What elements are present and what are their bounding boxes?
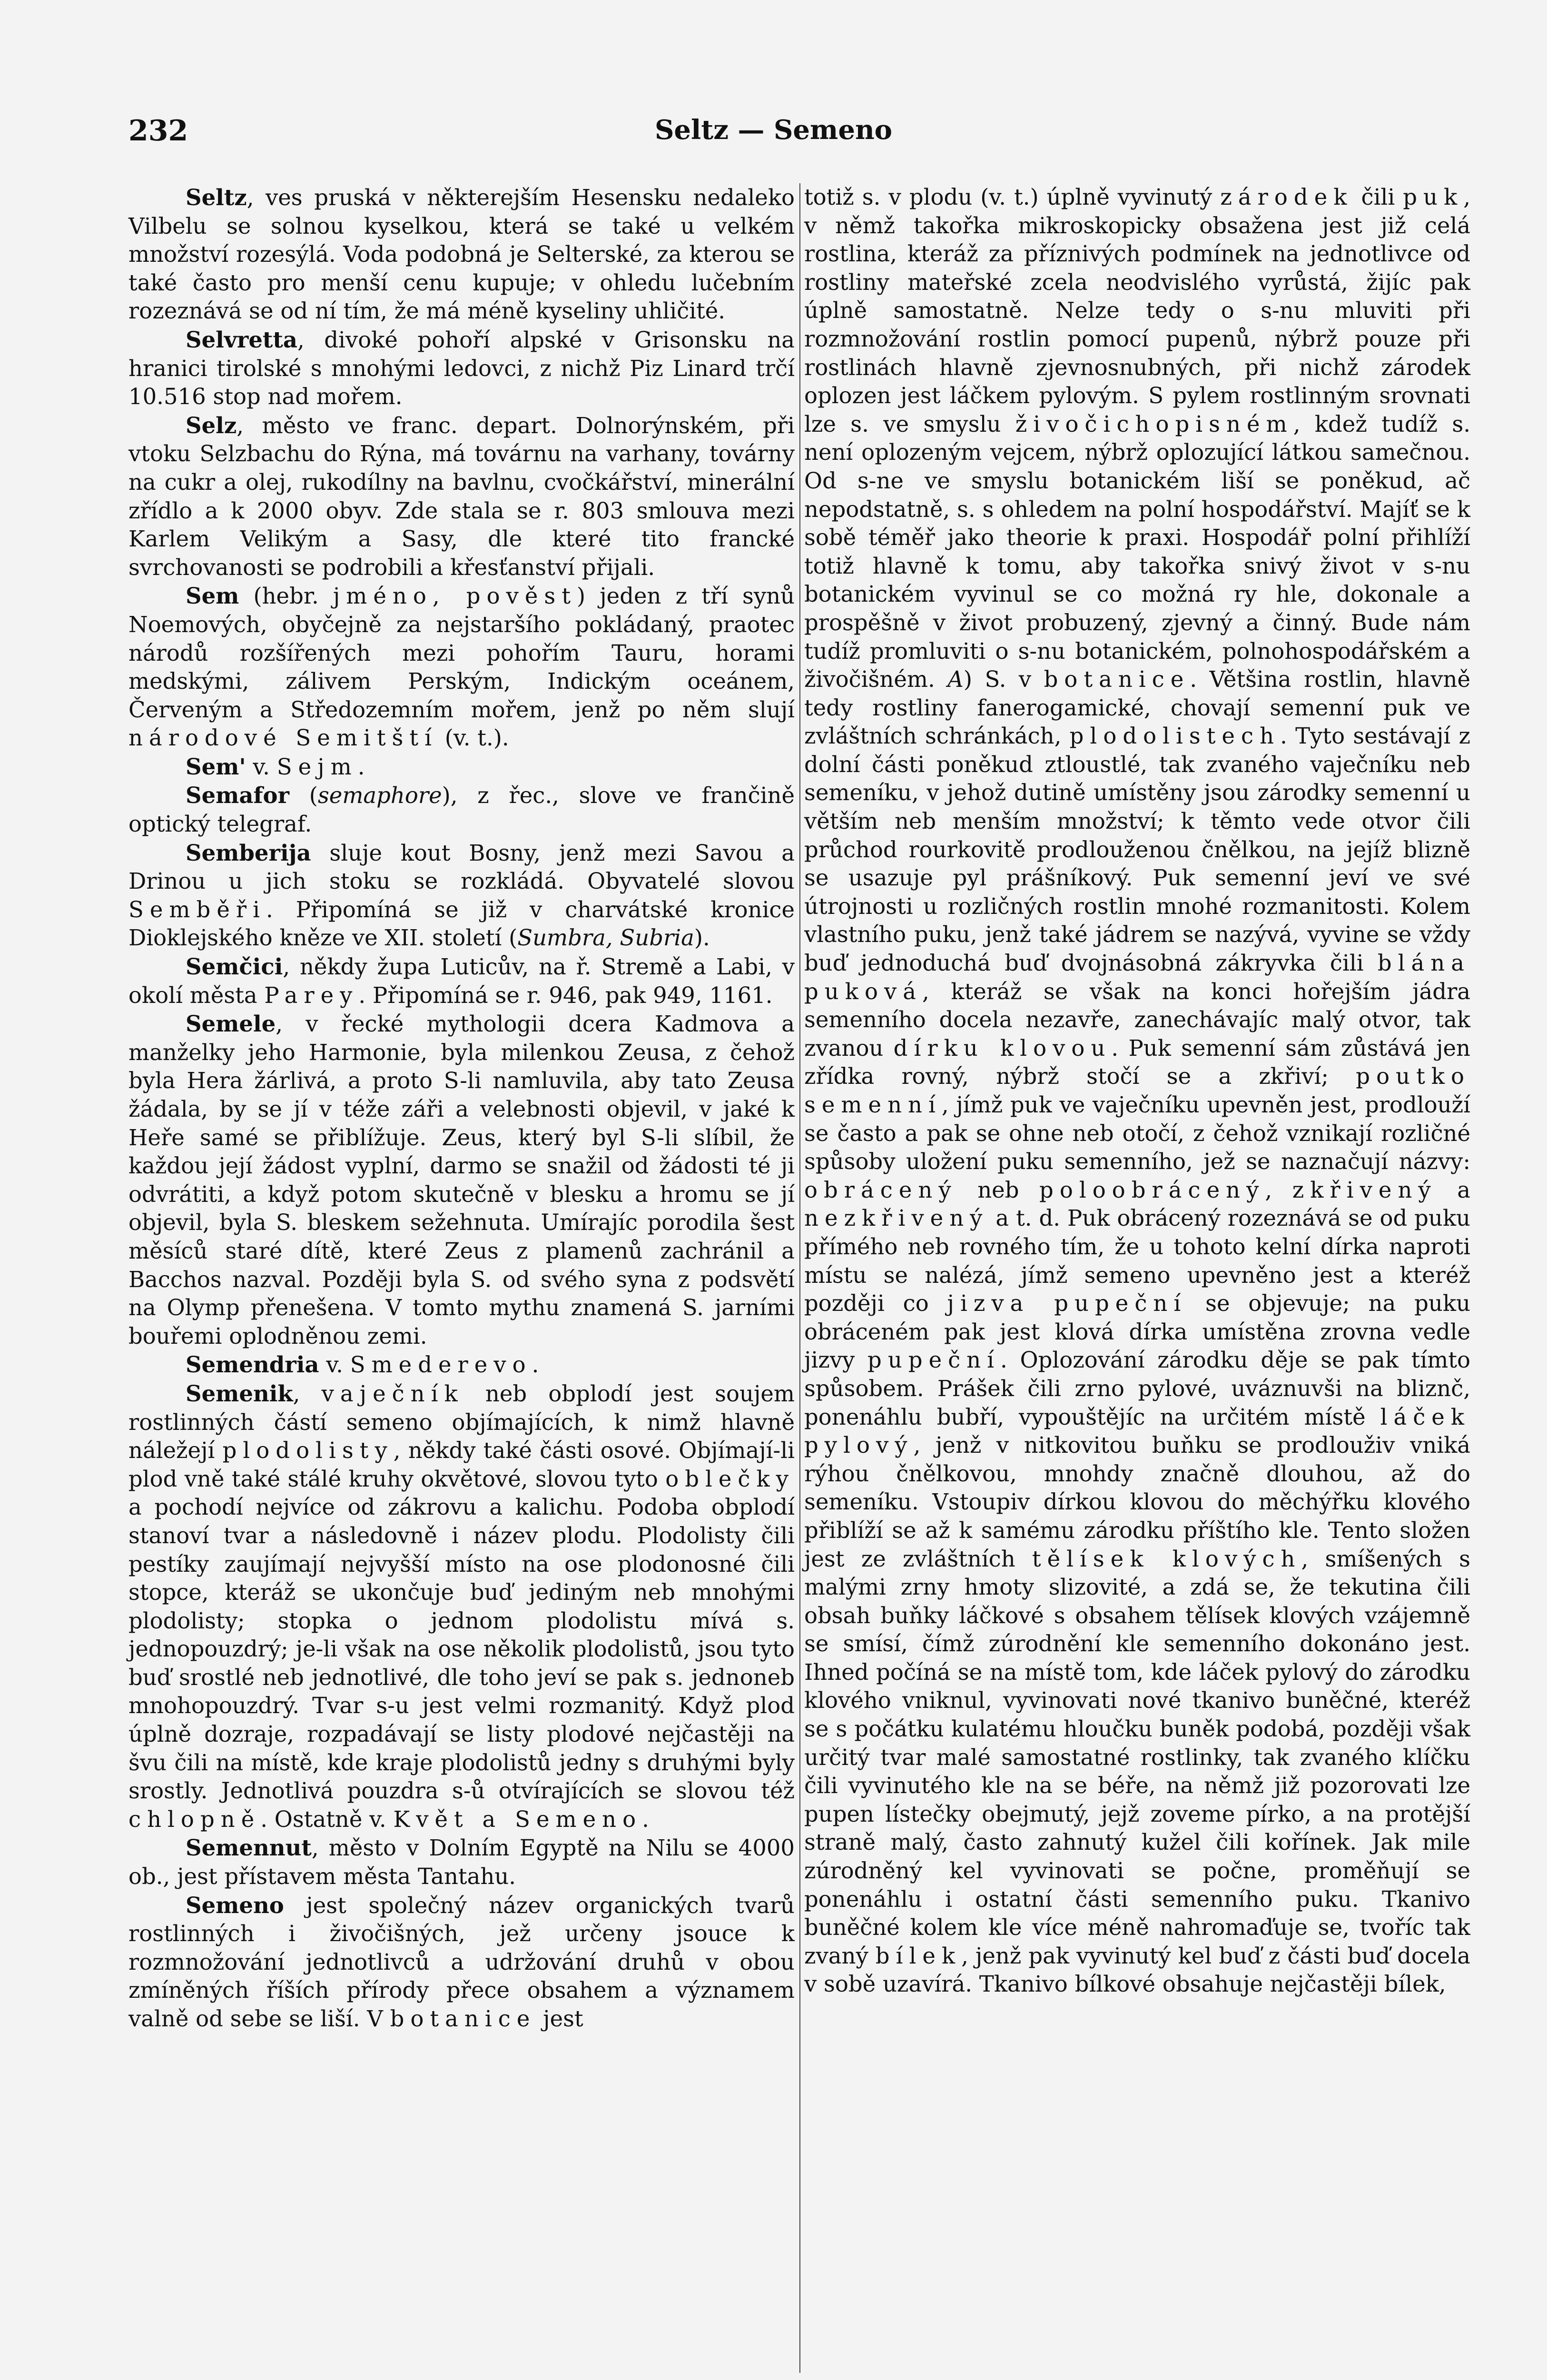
cross-reference: Smederevo xyxy=(350,1352,532,1378)
spaced-text: zkřivený xyxy=(1292,1177,1437,1203)
spaced-text: bílek xyxy=(875,1943,962,1969)
headword: Sem' xyxy=(186,753,246,780)
entry-text: . xyxy=(357,754,365,780)
entry-text: , jenž v nitkovitou buňku se prodlouživ vniká rýhou čnělkovou, mnohdy značně dlouhou, až do semeníku. Vstoupiv dírkou klovou do měchýřku klového přiblíží se až k samému zárodku příštího kle. Tento složen jest ze zvláštních xyxy=(804,1432,1470,1572)
entry-text: neb obplodí jest soujem rostlinných částí semeno objímajících, k nimž hlavně náležejí xyxy=(128,1380,795,1464)
italic-text: Sumbra, Subria xyxy=(517,925,694,951)
entry-semcici xyxy=(128,952,795,1010)
entry-text: a pochodí nejvíce od zákrovu a kalichu. Podoba obplodí stanoví tvar a následovně i název plodu. Plodolisty čili pestíky zaujímají nejvyšší místo na ose plodonosné čili stopce, kteráž se ukončuje buď jediným neb mnohými plodolisty; stopka o jednom plodolistu mívá s. jednopouzdrý; je-li však na ose několik plodolistů, jsou tyto buď srostlé neb jednotlivé, dle toho jeví se pak s. jednoneb mnohopouzdrý. Tvar s-u jest velmi rozmanitý. Když plod úplně dozraje, rozpadávají se listy plodové nejčastěji na švu čili na místě, kde kraje plodolistů jedny s druhými byly srostly. Jednotlivá pouzdra s-ů otvírajících se slovou též xyxy=(128,1494,795,1804)
italic-text: A xyxy=(947,666,964,693)
entry-text: , někdy také části osové. Objímají-li plod vně také stálé kruhy okvětové, slovou tyto xyxy=(128,1438,795,1492)
italic-text: semaphore xyxy=(317,783,442,809)
entry-semberija xyxy=(128,839,795,952)
entry-text: , v řecké mythologii dcera Kadmova a manželky jeho Harmonie, byla milenkou Zeusa, z čehož byla Hera žárlivá, a proto S-li namluvila, aby tato Zeusa žádala, by se jí v téže záři a velebnosti objevil, v jaké k Heře samé se přiblížuje. Zeus, který byl S-li slíbil, že každou její žádost vyplní, darmo se snažil od žádosti té ji odvrátiti, a když potom skutečně v blesku a hromu se jí objevil, byla S. bleskem sežehnuta. Umírajíc porodila šest měsíců staré dítě, které Zeus z plamenů zachránil a Bacchos nazval. Později byla S. od svého syna z podsvětí na Olymp přenešena. V tomto mythu znamená S. jarními bouřemi oplodněnou zemi. xyxy=(128,1011,795,1349)
spaced-text: plodolisty xyxy=(222,1438,394,1464)
entry-semenik xyxy=(128,1379,795,1834)
headword: Selz xyxy=(186,412,237,438)
entry-text: . xyxy=(642,1806,649,1832)
spaced-text: národové Semitští xyxy=(128,725,438,751)
entry-text: , ves pruská v některejším Hesensku nedaleko Vilbelu se solnou kyselkou, která se také u velkém množství rozesýlá. Voda podobná je Selterské, za kterou se také často pro menší cenu kupuje; v ohledu lučebním rozeznává se od ní tím, že má méně kyseliny uhličité. xyxy=(128,185,795,324)
spaced-text: živočichopisném xyxy=(1015,411,1293,437)
entry-text: ) S. v xyxy=(963,666,1044,693)
entry-text: ( xyxy=(289,783,318,809)
spaced-text: plodolistech xyxy=(1069,723,1281,749)
headword: Selvretta xyxy=(186,326,298,353)
entry-text: , město ve franc. depart. Dolnorýnském, při vtoku Selzbachu do Rýna, má továrnu na varhany, továrny na cukr a olej, rukodílny na bavlnu, cvočkářství, minerální zřídlo a k 2000 obyv. Zde stala se r. 803 smlouva mezi Karlem Velikým a Sasy, dle které tito francké svrchovanosti se podrobili a křesťanství přijali. xyxy=(128,412,795,580)
entry-selvretta xyxy=(128,326,795,411)
entry-text: jest společný název organických tvarů rostlinných i živočišných, jež určeny jsouce k rozmnožování jednotlivců a udržování druhů v obou zmíněných říších přírody přece obsahem a významem valně od sebe se liší. V xyxy=(128,1892,795,2032)
entry-text: a xyxy=(1437,1177,1471,1203)
running-title: Seltz — Semeno xyxy=(654,114,893,146)
headword: Semafor xyxy=(186,782,290,809)
entry-semeno-continued xyxy=(804,183,1470,1999)
spaced-text: láček pylový xyxy=(804,1404,1470,1458)
headword: Sem xyxy=(186,583,239,609)
spaced-text: jméno, pověst xyxy=(333,583,577,609)
spaced-text: Semběři xyxy=(128,896,266,922)
spaced-text: nezkřivený xyxy=(804,1205,989,1231)
entry-text: , xyxy=(1265,1177,1292,1203)
entry-text: (v. t.). xyxy=(438,725,509,751)
left-column xyxy=(128,183,795,2033)
entry-semeno xyxy=(128,1891,795,2033)
spaced-text: poutko semenní xyxy=(804,1063,1470,1118)
entry-text: . Tyto sestávají z dolní části poněkud ztloustlé, tak zvaného vaječníku neb semeníku, v jehož dutině umístěny jsou zárodky semenní u větším neb menším množství; k těmto vede otvor čili průchod rourkovitě prodlouženou čnělkou, na jejíž blizně se usazuje pyl prášníkový. Puk semenní jeví ve své útrojnosti u rozličných rostlin mnohé rozmanitosti. Kolem vlastního puku, jenž také jádrem se nazývá, vyvine se vždy buď jednoduchá buď dvojnásobná zákryvka čili xyxy=(804,723,1470,976)
entry-text: v. xyxy=(319,1352,350,1378)
headword: Semberija xyxy=(186,839,311,866)
entry-sem xyxy=(128,582,795,753)
entry-text: . Ostatně v. xyxy=(260,1806,394,1832)
entry-text: , kdež tudíž s. není oplozeným vejcem, nýbrž oplozující látkou samečnou. Od s-ne ve smyslu botanickém liší se poněkud, ač nepodstatně, s. s ohledem na polní hospodářství. Majíť se k sobě téměř jako theorie k praxi. Hospodář polní přihlíží totiž hlavně k tomu, aby takořka snivý život v s-nu botanickém vyvinul se co možná ry hle, dokonale a prospěšně v život probuzený, zjevný a činný. Bude nám tudíž promluviti o s-nu botanickém, polnohospodářském a živočišném. xyxy=(804,411,1471,693)
entry-text: , město v Dolním Egyptě na Nilu se 4000 ob., jest přístavem města Tantahu. xyxy=(128,1835,795,1890)
spaced-text: vaječník xyxy=(321,1380,464,1407)
cross-reference: Květ a Semeno xyxy=(393,1806,642,1832)
entry-text: ), z řec., slove ve frančině optický telegraf. xyxy=(128,783,795,837)
page-number: 232 xyxy=(128,114,188,148)
spaced-text: oblečky xyxy=(665,1466,795,1492)
entry-text: . Puk semenní sám zůstává jen zřídka rovný, nýbrž stočí se a zkřiví; xyxy=(804,1035,1470,1090)
headword: Semenik xyxy=(186,1380,293,1407)
entry-text: , někdy župa Luticův, na ř. Stremě a Labi, v okolí města xyxy=(128,954,795,1008)
headword: Semennut xyxy=(186,1835,312,1861)
entry-text: totiž s. v plodu (v. t.) úplně vyvinutý xyxy=(804,184,1221,210)
entry-semele xyxy=(128,1010,795,1350)
spaced-text: botanice xyxy=(1044,666,1190,693)
entry-text: . Připomíná se již v charvátské kronice Dioklejského kněze ve XII. století ( xyxy=(128,896,795,951)
entry-text: , v němž takořka mikroskopicky obsažena jest již celá rostlina, kteráž za příznivých podmínek na jednotlivce od rostliny mateřské zcela neodvislého vyrůstá, žijíc pak úplně samostatně. Nelze tedy o s-nu mluviti při rozmnožování rostlin pomocí pupenů, nýbrž pouze při rostlinách hlavně zjevnosnubných, při nichž zárodek oplozen jest láčkem pylovým. S pylem rostlinným srovnati lze s. ve smyslu xyxy=(804,184,1470,437)
headword: Semele xyxy=(186,1011,276,1037)
entry-text: a t. d. Puk obrácený rozeznává se od puku přímého neb rovného tím, že u tohoto kelní dírka naproti místu se nalézá, jímž semeno upevněno jest a kteréž později co xyxy=(804,1205,1470,1317)
spaced-text: puk xyxy=(1403,184,1464,210)
entry-text: ) jeden z tří synů Noemových, obyčejně za nejstaršího pokládaný, praotec národů rozšířených mezi pohořím Tauru, horami medskými, zálivem Perským, Indickým oceánem, Červeným a Středozemním mořem, jenž po něm slují xyxy=(128,583,795,723)
entry-semennut xyxy=(128,1834,795,1891)
spaced-text: chlopně xyxy=(128,1806,261,1832)
spaced-text: poloobrácený xyxy=(1039,1177,1265,1203)
entry-sem-sejm xyxy=(128,753,795,782)
entry-text: , smíšených s malými zrny hmoty slizovité, a zdá se, že tekutina čili obsah buňky láčkové s obsahem tělísek klových vzájemně se smísí, čímž zúrodnění kle semenního dokonáno jest. Ihned počíná se na místě tom, kde láček pylový do zárodku klového vniknul, vyvinovati nové tkanivo buněčné, kteréž se s počátku kulatému hloučku buněk podobá, později však určitý tvar malé samostatné rostlinky, tak zvaného klíčku čili vyvinutého kle na se béře, na němž již pozorovati lze pupen lístečky obejmutý, jejž zoveme pírko, a na protější straně malý, často zahnutý kužel čili kořínek. Jak mile zúrodněný kel vyvinovati se počne, proměňují se ponenáhlu i ostatní části semenního puku. Tkanivo buněčné kolem kle více méně nahromaďuje se, tvoříc tak zvaný xyxy=(804,1546,1470,1969)
spaced-text: dírku klovou xyxy=(893,1035,1112,1061)
entry-text: , kteráž se však na konci hořejším jádra semenního docela nezavře, zanechávajíc malý otvor, tak zvanou xyxy=(804,978,1470,1061)
entry-text: čili xyxy=(1353,184,1403,210)
spaced-text: Parey xyxy=(264,982,359,1008)
entry-seltz xyxy=(128,183,795,326)
entry-text: se objevuje; na puku obráceném pak jest klová dírka umístěna zrovna vedle jizvy xyxy=(804,1290,1470,1373)
entry-semafor xyxy=(128,781,795,838)
entry-text: . xyxy=(532,1352,539,1378)
entry-text: , jímž puk ve vaječníku upevněn jest, prodlouží se často a pak se ohne neb otočí, z čehož vznikají rozličné spůsoby uložení puku semenního, jež se naznačují názvy: xyxy=(804,1092,1470,1175)
spaced-text: blána puková xyxy=(804,950,1470,1004)
headword: Semčici xyxy=(186,953,283,980)
entry-text: . Oplozování zárodku děje se pak tímto spůsobem. Prášek čili zrno pylové, uváznuvši na bliznč, ponenáhlu bubří, vypouštějíc na určitém místě xyxy=(804,1347,1471,1430)
headword: Semendria xyxy=(186,1351,319,1378)
entry-text: . Většina rostlin, hlavně tedy rostliny fanerogamické, chovají semenní puk ve zvláštních schránkách, xyxy=(804,666,1471,749)
entry-text: , divoké pohoří alpské v Grisonsku na hranici tirolské s mnohými ledovci, z nichž Piz Linard trčí 10.516 stop nad mořem. xyxy=(128,327,795,410)
spaced-text: jizva pupeční xyxy=(947,1290,1187,1317)
headword: Semeno xyxy=(186,1892,284,1918)
entry-text: , xyxy=(293,1380,322,1407)
spaced-text: zárodek xyxy=(1220,184,1353,210)
entry-semendria xyxy=(128,1350,795,1379)
entry-text: , jenž pak vyvinutý kel buď z části buď docela v sobě uzavírá. Tkanivo bílkové obsahuje nejčastěji bílek, xyxy=(804,1943,1470,1997)
spaced-text: obrácený xyxy=(804,1177,957,1203)
entry-text: neb xyxy=(957,1177,1040,1203)
entry-selz xyxy=(128,411,795,582)
entry-text: ). xyxy=(694,925,710,951)
right-column xyxy=(804,183,1470,1999)
spaced-text: tělísek klových xyxy=(1032,1546,1301,1572)
entry-text: . Připomíná se r. 946, pak 949, 1161. xyxy=(358,982,773,1008)
page-header xyxy=(128,114,1419,152)
cross-reference: Sejm xyxy=(276,754,358,780)
entry-text: (hebr. xyxy=(239,583,333,609)
column-divider xyxy=(799,183,800,2373)
entry-text: jest xyxy=(536,2006,583,2032)
headword: Seltz xyxy=(186,184,247,210)
entry-text: v. xyxy=(246,754,277,780)
spaced-text: pupeční xyxy=(867,1347,1001,1373)
spaced-text: botanice xyxy=(390,2006,536,2032)
entry-text: sluje kout Bosny, jenž mezi Savou a Drinou u jich stoku se rozkládá. Obyvatelé slovou xyxy=(128,840,795,894)
